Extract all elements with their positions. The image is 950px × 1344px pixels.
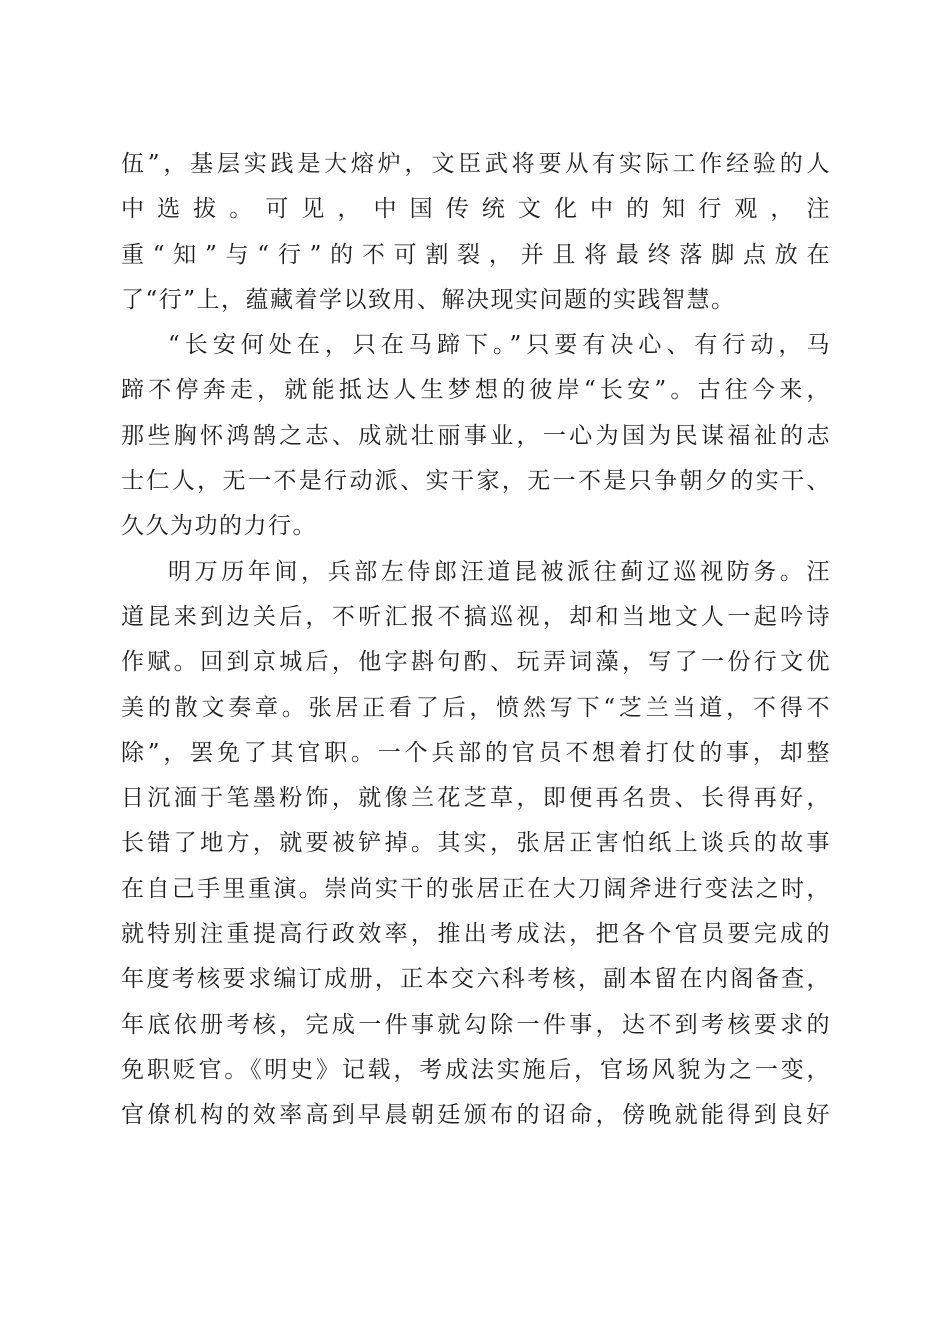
text-line: 久久为功的力行。 bbox=[121, 513, 317, 540]
text-line: 伍”，基层实践是大熔炉，文臣武将要从有实际工作经验的人 bbox=[121, 151, 831, 177]
text-line: 明万历年间，兵部左侍郎汪道昆被派往蓟辽巡视防务。汪 bbox=[168, 558, 831, 585]
text-line: 士仁人，无一不是行动派、实干家，无一不是只争朝夕的实干、 bbox=[121, 468, 831, 495]
text-line: 中选拔。可见，中国传统文化中的知行观，注 bbox=[121, 196, 831, 223]
text-line: 除”，罢免了其官职。一个兵部的官员不想着打仗的事，却整 bbox=[121, 739, 831, 766]
text-line: 就特别注重提高行政效率，推出考成法，把各个官员要完成的 bbox=[121, 921, 831, 948]
text-line: 了“行”上，蕴藏着学以致用、解决现实问题的实践智慧。 bbox=[121, 286, 736, 313]
text-line: 美的散文奏章。张居正看了后，愤然写下“芝兰当道，不得不 bbox=[121, 694, 831, 721]
text-line: 蹄不停奔走，就能抵达人生梦想的彼岸“长安”。古往今来， bbox=[121, 377, 831, 404]
text-line: 日沉湎于笔墨粉饰，就像兰花芝草，即便再名贵、长得再好， bbox=[121, 785, 831, 812]
text-line: 年度考核要求编订成册，正本交六科考核，副本留在内阁备查， bbox=[121, 966, 831, 993]
text-line: “长安何处在，只在马蹄下。”只要有决心、有行动，马 bbox=[168, 332, 831, 359]
body-text bbox=[121, 142, 831, 1139]
text-line: 那些胸怀鸿鹄之志、成就壮丽事业，一心为国为民谋福祉的志 bbox=[121, 422, 831, 449]
text-line: 长错了地方，就要被铲掉。其实，张居正害怕纸上谈兵的故事 bbox=[121, 830, 831, 857]
text-line: 免职贬官。《明史》记载，考成法实施后，官场风貌为之一变， bbox=[121, 1056, 831, 1083]
text-line: 道昆来到边关后，不听汇报不搞巡视，却和当地文人一起吟诗 bbox=[121, 603, 831, 630]
text-line: 作赋。回到京城后，他字斟句酌、玩弄词藻，写了一份行文优 bbox=[121, 649, 831, 676]
text-line: 在自己手里重演。崇尚实干的张居正在大刀阔斧进行变法之时， bbox=[121, 875, 831, 902]
text-line: 官僚机构的效率高到早晨朝廷颁布的诏命，傍晚就能得到良好 bbox=[121, 1102, 831, 1129]
text-line: 年底依册考核，完成一件事就勾除一件事，达不到考核要求的 bbox=[121, 1011, 831, 1038]
text-line: 重“知”与“行”的不可割裂，并且将最终落脚点放在 bbox=[121, 241, 831, 268]
